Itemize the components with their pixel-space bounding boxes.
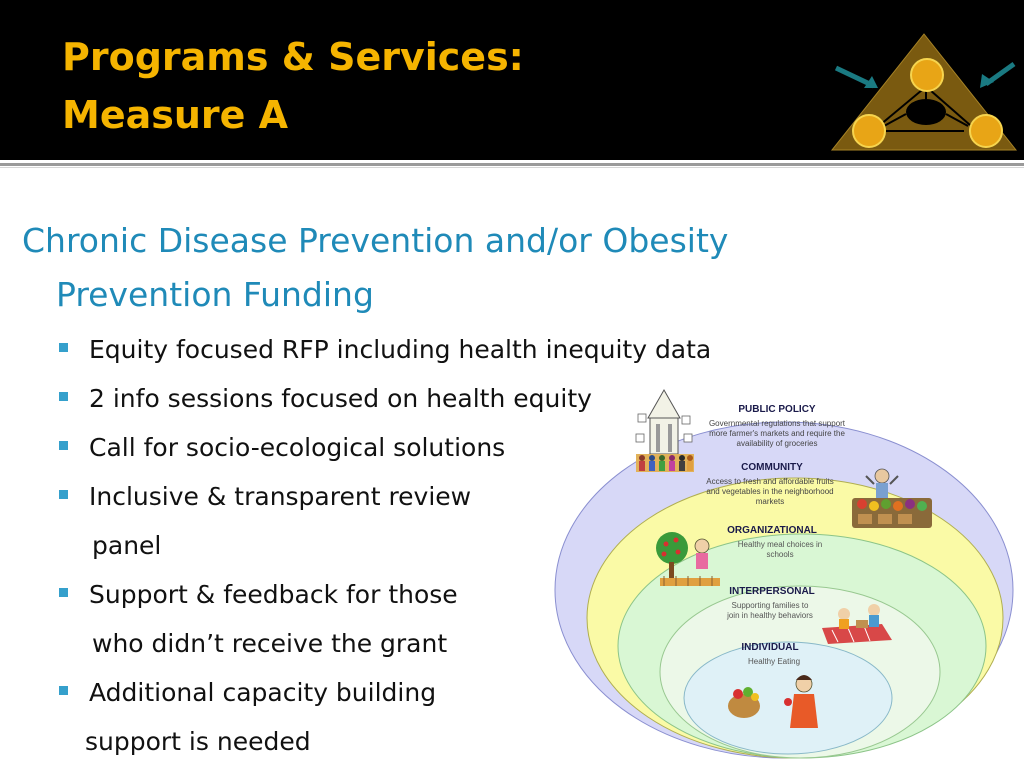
slide-title <box>62 28 524 144</box>
title-divider <box>0 163 1024 166</box>
section-heading-line2: Prevention Funding <box>56 275 374 314</box>
community-desc-2: and vegetables in the neighborhood <box>706 487 834 496</box>
square-bullet-icon <box>59 343 68 352</box>
bullet-text: Additional capacity building <box>89 678 437 707</box>
triangle-logo-icon <box>826 30 1022 152</box>
title-divider-thin <box>0 167 1024 168</box>
title-bar <box>0 0 1024 160</box>
square-bullet-icon <box>59 686 68 695</box>
slide-title-line2: Measure A <box>62 93 289 137</box>
slide-title-line1: Programs & Services: <box>62 35 524 79</box>
bullet-text-continuation: who didn’t receive the grant <box>92 629 448 658</box>
interpersonal-title: INTERPERSONAL <box>729 586 815 597</box>
policy-desc-3: availability of groceries <box>736 439 818 448</box>
capitol-crowd-illustration <box>636 390 694 472</box>
socio-ecological-model-diagram <box>552 388 1014 760</box>
bullet-item <box>56 325 711 374</box>
interpersonal-desc-1: Supporting families to <box>731 601 809 610</box>
section-heading <box>22 214 922 322</box>
bullet-text: Inclusive & transparent review <box>89 482 472 511</box>
community-desc-3: markets <box>755 497 785 506</box>
square-bullet-icon <box>59 392 68 401</box>
policy-title: PUBLIC POLICY <box>738 404 816 415</box>
policy-desc-2: more farmer's markets and require the <box>709 429 845 438</box>
organizational-desc-2: schools <box>766 550 794 559</box>
individual-title: INDIVIDUAL <box>741 642 799 653</box>
bullet-text: Equity focused RFP including health inequity data <box>89 335 712 364</box>
organizational-desc-1: Healthy meal choices in <box>737 540 823 549</box>
square-bullet-icon <box>59 441 68 450</box>
individual-desc-1: Healthy Eating <box>747 657 801 666</box>
bullet-text: Support & feedback for those <box>89 580 458 609</box>
square-bullet-icon <box>59 588 68 597</box>
square-bullet-icon <box>59 490 68 499</box>
organizational-title: ORGANIZATIONAL <box>727 525 817 536</box>
bullet-text-continuation: support is needed <box>85 727 311 756</box>
bullet-text: Call for socio-ecological solutions <box>89 433 506 462</box>
policy-desc-1: Governmental regulations that support <box>708 419 846 428</box>
community-title: COMMUNITY <box>741 462 803 473</box>
section-heading-line1: Chronic Disease Prevention and/or Obesity <box>22 221 729 260</box>
bullet-text-continuation: panel <box>92 531 162 560</box>
bullet-text: 2 info sessions focused on health equity <box>89 384 592 413</box>
interpersonal-desc-2: join in healthy behaviors <box>727 611 813 620</box>
community-desc-1: Access to fresh and affordable fruits <box>706 477 834 486</box>
